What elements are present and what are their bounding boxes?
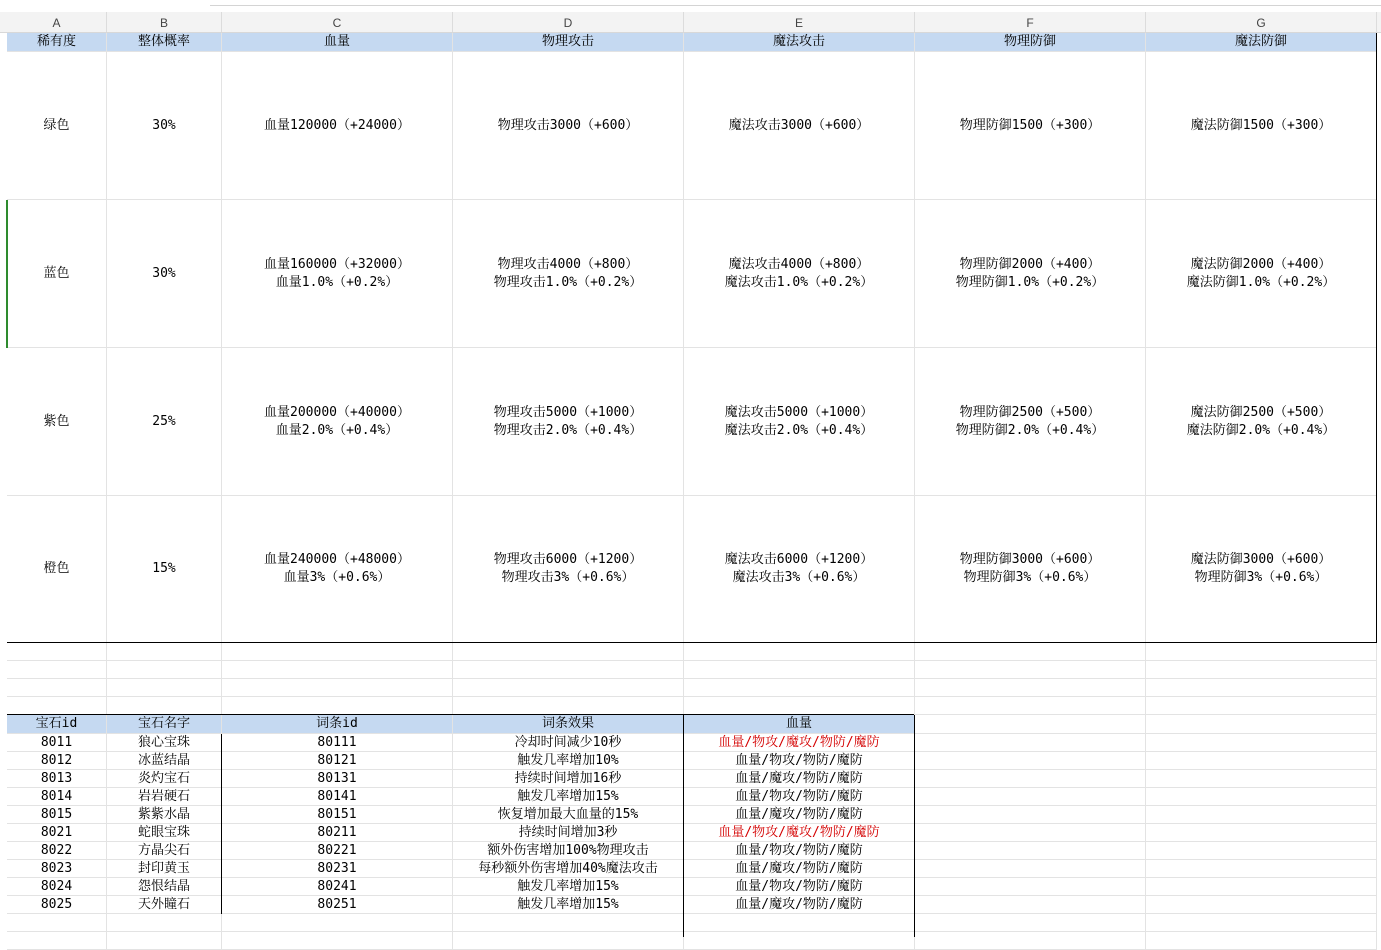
empty-cell[interactable] xyxy=(1146,806,1377,824)
empty-cell[interactable] xyxy=(1146,770,1377,788)
empty-cell[interactable] xyxy=(915,752,1146,770)
empty-cell[interactable] xyxy=(684,932,915,950)
gem-cell[interactable]: 额外伤害增加100%物理攻击 xyxy=(453,842,684,860)
column-header-g[interactable]: G xyxy=(1146,12,1377,32)
empty-cell[interactable] xyxy=(915,661,1146,679)
gem-header-cell[interactable]: 词条id xyxy=(222,715,453,734)
empty-cell[interactable] xyxy=(107,697,222,715)
gem-border-left xyxy=(221,734,222,914)
empty-cell[interactable] xyxy=(915,643,1146,661)
gem-cell[interactable]: 蛇眼宝珠 xyxy=(107,824,222,842)
gem-header-cell[interactable]: 血量 xyxy=(684,715,915,734)
rarity-cell[interactable]: 魔法攻击5000（+1000） 魔法攻击2.0%（+0.4%） xyxy=(684,348,915,496)
empty-cell[interactable] xyxy=(915,679,1146,697)
gem-cell[interactable]: 触发几率增加15% xyxy=(453,878,684,896)
rarity-cell[interactable]: 30% xyxy=(107,200,222,348)
rarity-cell[interactable]: 物理攻击3000（+600） xyxy=(453,52,684,200)
tab-bar-edge xyxy=(210,0,1381,6)
rarity-header-cell[interactable]: 魔法防御 xyxy=(1146,33,1377,52)
gem-cell[interactable]: 血量/魔攻/物防/魔防 xyxy=(684,770,915,788)
column-header-b[interactable]: B xyxy=(107,12,222,32)
empty-cell[interactable] xyxy=(453,932,684,950)
empty-cell[interactable] xyxy=(915,860,1146,878)
gem-cell[interactable]: 持续时间增加16秒 xyxy=(453,770,684,788)
gem-border-right xyxy=(914,715,915,937)
gem-cell[interactable]: 持续时间增加3秒 xyxy=(453,824,684,842)
gem-cell[interactable]: 80211 xyxy=(222,824,453,842)
rarity-cell[interactable]: 魔法防御1500（+300） xyxy=(1146,52,1377,200)
empty-cell[interactable] xyxy=(1146,715,1377,734)
empty-cell[interactable] xyxy=(915,932,1146,950)
empty-cell[interactable] xyxy=(7,679,107,697)
empty-cell[interactable] xyxy=(1146,788,1377,806)
empty-cell[interactable] xyxy=(1146,752,1377,770)
gem-cell[interactable]: 血量/魔攻/物防/魔防 xyxy=(684,860,915,878)
gem-cell[interactable]: 血量/魔攻/物防/魔防 xyxy=(684,896,915,914)
rarity-cell[interactable]: 橙色 xyxy=(7,496,107,643)
rarity-cell[interactable]: 血量240000（+48000） 血量3%（+0.6%） xyxy=(222,496,453,643)
rarity-cell[interactable]: 蓝色 xyxy=(7,200,107,348)
empty-cell[interactable] xyxy=(1146,842,1377,860)
top-strip xyxy=(0,0,1381,12)
gem-cell[interactable]: 血量/物攻/物防/魔防 xyxy=(684,878,915,896)
gem-cell[interactable]: 恢复增加最大血量的15% xyxy=(453,806,684,824)
gem-cell[interactable]: 炎灼宝石 xyxy=(107,770,222,788)
empty-cell[interactable] xyxy=(1146,932,1377,950)
table-border-bottom xyxy=(7,642,1377,643)
empty-cell[interactable] xyxy=(1146,697,1377,715)
selection-marker xyxy=(6,200,8,348)
gem-cell[interactable]: 血量/物攻/魔攻/物防/魔防 xyxy=(684,824,915,842)
gem-cell[interactable]: 冷却时间减少10秒 xyxy=(453,734,684,752)
gem-cell[interactable]: 冰蓝结晶 xyxy=(107,752,222,770)
rarity-cell[interactable]: 25% xyxy=(107,348,222,496)
empty-cell[interactable] xyxy=(453,914,684,932)
gem-cell[interactable]: 8011 xyxy=(7,734,107,752)
gem-cell[interactable]: 80221 xyxy=(222,842,453,860)
empty-cell[interactable] xyxy=(453,679,684,697)
gem-cell[interactable]: 血量/物攻/魔攻/物防/魔防 xyxy=(684,734,915,752)
gem-cell[interactable]: 狼心宝珠 xyxy=(107,734,222,752)
gem-cell[interactable]: 血量/物攻/物防/魔防 xyxy=(684,788,915,806)
gem-cell[interactable]: 80231 xyxy=(222,860,453,878)
rarity-cell[interactable]: 魔法防御3000（+600） 物理防御3%（+0.6%） xyxy=(1146,496,1377,643)
rarity-cell[interactable]: 魔法防御2500（+500） 魔法防御2.0%（+0.4%） xyxy=(1146,348,1377,496)
gem-cell[interactable]: 8013 xyxy=(7,770,107,788)
gem-cell[interactable]: 80121 xyxy=(222,752,453,770)
empty-cell[interactable] xyxy=(453,697,684,715)
gem-cell[interactable]: 紫紫水晶 xyxy=(107,806,222,824)
gem-cell[interactable]: 触发几率增加15% xyxy=(453,896,684,914)
gem-cell[interactable]: 封印黄玉 xyxy=(107,860,222,878)
column-header-f[interactable]: F xyxy=(915,12,1146,32)
rarity-cell[interactable]: 物理防御1500（+300） xyxy=(915,52,1146,200)
gem-cell[interactable]: 触发几率增加10% xyxy=(453,752,684,770)
empty-cell[interactable] xyxy=(1146,914,1377,932)
gem-header-cell[interactable]: 词条效果 xyxy=(453,715,684,734)
rarity-cell[interactable]: 物理防御2000（+400） 物理防御1.0%（+0.2%） xyxy=(915,200,1146,348)
empty-cell[interactable] xyxy=(684,661,915,679)
table-border-right xyxy=(1376,33,1377,643)
gem-cell[interactable]: 8021 xyxy=(7,824,107,842)
gem-cell[interactable]: 天外瞳石 xyxy=(107,896,222,914)
empty-cell[interactable] xyxy=(7,914,107,932)
empty-cell[interactable] xyxy=(1146,661,1377,679)
gem-header-cell[interactable]: 宝石id xyxy=(7,715,107,734)
gem-cell[interactable]: 80251 xyxy=(222,896,453,914)
empty-cell[interactable] xyxy=(222,697,453,715)
empty-cell[interactable] xyxy=(107,932,222,950)
gem-border-mid xyxy=(683,715,684,937)
gem-cell[interactable]: 每秒额外伤害增加40%魔法攻击 xyxy=(453,860,684,878)
rarity-cell[interactable]: 物理防御2500（+500） 物理防御2.0%（+0.4%） xyxy=(915,348,1146,496)
empty-cell[interactable] xyxy=(453,661,684,679)
gem-cell[interactable]: 8014 xyxy=(7,788,107,806)
empty-cell[interactable] xyxy=(915,842,1146,860)
rarity-cell[interactable]: 绿色 xyxy=(7,52,107,200)
empty-cell[interactable] xyxy=(915,806,1146,824)
rarity-cell[interactable]: 物理攻击6000（+1200） 物理攻击3%（+0.6%） xyxy=(453,496,684,643)
gem-header-cell[interactable]: 宝石名字 xyxy=(107,715,222,734)
rarity-cell[interactable]: 物理攻击5000（+1000） 物理攻击2.0%（+0.4%） xyxy=(453,348,684,496)
column-header-e[interactable]: E xyxy=(684,12,915,32)
empty-cell[interactable] xyxy=(107,661,222,679)
empty-cell[interactable] xyxy=(453,643,684,661)
empty-cell[interactable] xyxy=(107,679,222,697)
rarity-header-cell[interactable]: 物理防御 xyxy=(915,33,1146,52)
empty-cell[interactable] xyxy=(222,914,453,932)
gem-cell[interactable]: 80141 xyxy=(222,788,453,806)
rarity-cell[interactable]: 血量160000（+32000） 血量1.0%（+0.2%） xyxy=(222,200,453,348)
gem-cell[interactable]: 触发几率增加15% xyxy=(453,788,684,806)
empty-cell[interactable] xyxy=(915,715,1146,734)
empty-cell[interactable] xyxy=(7,697,107,715)
empty-cell[interactable] xyxy=(1146,734,1377,752)
column-header-c[interactable]: C xyxy=(222,12,453,32)
empty-cell[interactable] xyxy=(915,878,1146,896)
empty-cell[interactable] xyxy=(684,643,915,661)
rarity-cell[interactable]: 魔法攻击4000（+800） 魔法攻击1.0%（+0.2%） xyxy=(684,200,915,348)
column-header-d[interactable]: D xyxy=(453,12,684,32)
empty-cell[interactable] xyxy=(107,643,222,661)
empty-cell[interactable] xyxy=(684,679,915,697)
gem-cell[interactable]: 80111 xyxy=(222,734,453,752)
rarity-cell[interactable]: 物理攻击4000（+800） 物理攻击1.0%（+0.2%） xyxy=(453,200,684,348)
gem-cell[interactable]: 8022 xyxy=(7,842,107,860)
rarity-cell[interactable]: 血量120000（+24000） xyxy=(222,52,453,200)
rarity-cell[interactable]: 30% xyxy=(107,52,222,200)
empty-cell[interactable] xyxy=(1146,679,1377,697)
gem-cell[interactable]: 8023 xyxy=(7,860,107,878)
gem-cell[interactable]: 80241 xyxy=(222,878,453,896)
rarity-header-cell[interactable]: 整体概率 xyxy=(107,33,222,52)
empty-cell[interactable] xyxy=(7,643,107,661)
empty-cell[interactable] xyxy=(915,770,1146,788)
rarity-header-cell[interactable]: 物理攻击 xyxy=(453,33,684,52)
gem-cell[interactable]: 血量/物攻/物防/魔防 xyxy=(684,752,915,770)
rarity-cell[interactable]: 15% xyxy=(107,496,222,643)
gem-cell[interactable]: 80151 xyxy=(222,806,453,824)
empty-cell[interactable] xyxy=(915,788,1146,806)
empty-cell[interactable] xyxy=(684,697,915,715)
empty-cell[interactable] xyxy=(7,932,107,950)
empty-cell[interactable] xyxy=(915,697,1146,715)
rarity-cell[interactable]: 魔法防御2000（+400） 魔法防御1.0%（+0.2%） xyxy=(1146,200,1377,348)
empty-cell[interactable] xyxy=(1146,896,1377,914)
column-header-a[interactable]: A xyxy=(7,12,107,32)
empty-cell[interactable] xyxy=(222,679,453,697)
empty-cell[interactable] xyxy=(1146,860,1377,878)
empty-cell[interactable] xyxy=(222,661,453,679)
empty-cell[interactable] xyxy=(915,896,1146,914)
empty-cell[interactable] xyxy=(7,661,107,679)
rarity-cell[interactable]: 魔法攻击3000（+600） xyxy=(684,52,915,200)
empty-cell[interactable] xyxy=(1146,643,1377,661)
rarity-header-cell[interactable]: 血量 xyxy=(222,33,453,52)
gem-cell[interactable]: 8024 xyxy=(7,878,107,896)
gem-cell[interactable]: 80131 xyxy=(222,770,453,788)
gem-cell[interactable]: 血量/物攻/物防/魔防 xyxy=(684,842,915,860)
empty-cell[interactable] xyxy=(222,932,453,950)
rarity-cell[interactable]: 紫色 xyxy=(7,348,107,496)
gem-cell[interactable]: 8025 xyxy=(7,896,107,914)
gem-cell[interactable]: 8015 xyxy=(7,806,107,824)
rarity-header-cell[interactable]: 稀有度 xyxy=(7,33,107,52)
gem-cell[interactable]: 血量/魔攻/物防/魔防 xyxy=(684,806,915,824)
gem-cell[interactable]: 方晶尖石 xyxy=(107,842,222,860)
empty-cell[interactable] xyxy=(915,914,1146,932)
empty-cell[interactable] xyxy=(915,734,1146,752)
empty-cell[interactable] xyxy=(915,824,1146,842)
rarity-cell[interactable]: 魔法攻击6000（+1200） 魔法攻击3%（+0.6%） xyxy=(684,496,915,643)
rarity-cell[interactable]: 血量200000（+40000） 血量2.0%（+0.4%） xyxy=(222,348,453,496)
empty-cell[interactable] xyxy=(684,914,915,932)
gem-border-top xyxy=(7,714,914,715)
empty-cell[interactable] xyxy=(1146,824,1377,842)
gem-cell[interactable]: 8012 xyxy=(7,752,107,770)
empty-cell[interactable] xyxy=(222,643,453,661)
rarity-cell[interactable]: 物理防御3000（+600） 物理防御3%（+0.6%） xyxy=(915,496,1146,643)
gem-cell[interactable]: 岩岩硬石 xyxy=(107,788,222,806)
gem-cell[interactable]: 怨恨结晶 xyxy=(107,878,222,896)
empty-cell[interactable] xyxy=(1146,878,1377,896)
rarity-header-cell[interactable]: 魔法攻击 xyxy=(684,33,915,52)
empty-cell[interactable] xyxy=(107,914,222,932)
column-header-bar xyxy=(0,12,1381,33)
